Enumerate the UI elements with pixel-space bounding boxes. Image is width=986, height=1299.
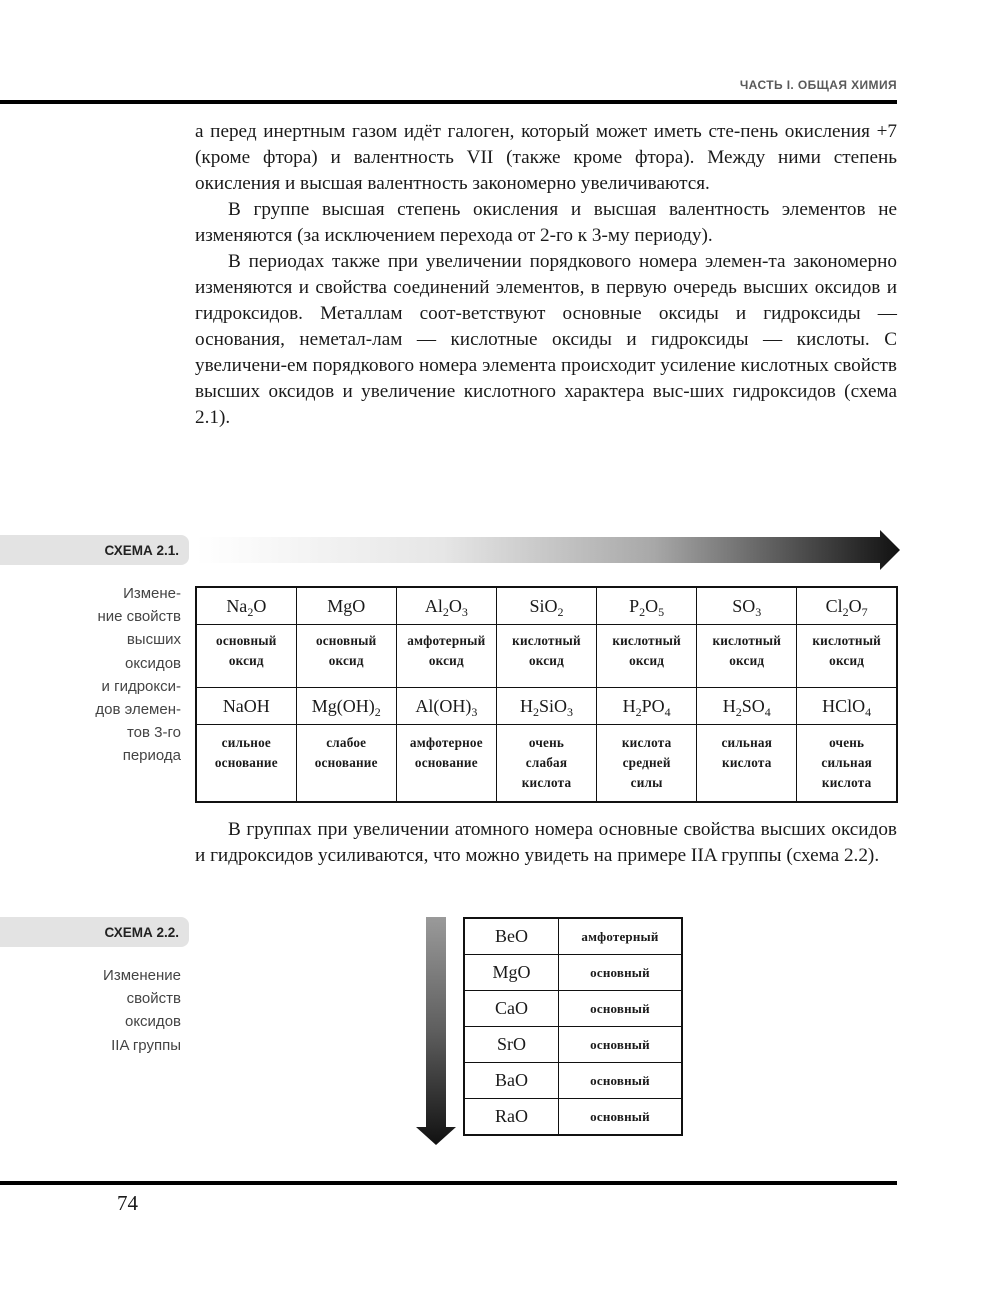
schema-2-1-badge (0, 535, 189, 565)
formula-text: MgO (327, 595, 366, 616)
formula-subscript: 2 (557, 604, 564, 619)
oxides-row (196, 587, 897, 625)
formula-text: H (722, 695, 736, 716)
formula-text: H (622, 695, 636, 716)
formula-subscript: 4 (865, 704, 872, 719)
table-row (464, 991, 682, 1027)
formula-cell (196, 688, 296, 725)
property-line: оксид (228, 653, 264, 668)
property-line: кислота (521, 775, 572, 790)
property-line: оксид (528, 653, 564, 668)
schema-2-2-badge (0, 917, 189, 947)
property-cell: амфотерный (559, 918, 683, 955)
property-line: сильная (721, 735, 773, 750)
property-line: основный (216, 633, 277, 648)
property-cell: основный (559, 1063, 683, 1099)
caption-line: IIA группы (111, 1036, 181, 1054)
oxide-cell: CaO (464, 991, 559, 1027)
formula-subscript: 3 (471, 704, 478, 719)
property-cell (196, 625, 296, 688)
formula-text: Mg(OH) (311, 695, 375, 716)
property-cell (296, 625, 396, 688)
formula-text: P (629, 595, 640, 616)
property-cell (797, 725, 897, 803)
formula-cell (296, 688, 396, 725)
caption-line: тов 3-го (126, 724, 181, 742)
formula-cell (597, 688, 697, 725)
formula-cell (697, 587, 797, 625)
property-line: средней (622, 755, 671, 770)
property-line: кислота (722, 755, 772, 770)
formula-cell (496, 587, 596, 625)
property-line: основание (214, 755, 278, 770)
formula-text: SO (732, 595, 756, 616)
formula-subscript: 3 (461, 604, 468, 619)
caption-line: свойств (126, 990, 181, 1008)
property-line: сильная (821, 755, 872, 770)
formula-cell (797, 688, 897, 725)
gradient-arrow-right-icon (196, 530, 900, 570)
formula-subscript: 2 (635, 704, 642, 719)
schema-2-1-caption (61, 582, 181, 768)
property-line: оксид (428, 653, 464, 668)
formula-subscript: 3 (755, 604, 762, 619)
formula-text: HClO (822, 695, 866, 716)
table-row (464, 1099, 682, 1136)
oxide-types-row (196, 625, 897, 688)
formula-text: SiO (538, 695, 567, 716)
property-line: очень (829, 735, 865, 750)
property-cell (196, 725, 296, 803)
property-cell (697, 725, 797, 803)
schema-2-2-label: СХЕМА 2.2. (104, 924, 179, 940)
header-rule (0, 100, 897, 104)
oxide-cell: SrO (464, 1027, 559, 1063)
formula-text: Na (226, 595, 248, 616)
paragraph: В группах при увеличении атомного номера основные свойства высших оксидов и гидроксидов усиливаются, что можно увидеть на примере IIA группы (схема 2.2). (195, 819, 897, 866)
property-cell (597, 625, 697, 688)
property-line: основание (314, 755, 378, 770)
oxide-cell: MgO (464, 955, 559, 991)
property-line: основание (414, 755, 478, 770)
property-cell: основный (559, 991, 683, 1027)
text-block-2 (195, 817, 897, 869)
formula-text: NaOH (222, 695, 270, 716)
property-cell (496, 625, 596, 688)
property-line: оксид (629, 653, 665, 668)
property-line: слабое (326, 735, 367, 750)
property-cell: основный (559, 1027, 683, 1063)
caption-line: высших (126, 631, 181, 649)
formula-cell (496, 688, 596, 725)
caption-line: Изменение (103, 967, 181, 984)
gradient-arrow-down-icon (416, 917, 456, 1145)
property-line: оксид (328, 653, 364, 668)
formula-cell (196, 587, 296, 625)
caption-line: Измене- (123, 585, 181, 602)
property-cell (797, 625, 897, 688)
formula-subscript: 2 (442, 604, 449, 619)
property-cell: основный (559, 1099, 683, 1136)
caption-line: периода (122, 747, 181, 765)
paragraph: В периодах также при увеличении порядкового номера элемен-та закономерно изменяются и свойства соединений элементов, в первую очередь высших оксидов и гидроксидов. Металлам соот-ветствуют основные оксиды и гидроксиды — основания, неметал-лам — кислотные оксиды и гидроксиды — кислоты. С увеличени-ем порядкового номера элемента происходит усиление кислотных свойств высших оксидов и увеличение кислотного характера выс-ших гидроксидов (схема 2.1). (195, 251, 897, 428)
formula-text: Al (424, 595, 443, 616)
property-line: основный (315, 633, 377, 648)
formula-subscript: 3 (567, 704, 573, 719)
formula-subscript: 2 (374, 704, 381, 719)
formula-text: PO (641, 695, 665, 716)
formula-text: O (848, 595, 862, 616)
formula-subscript: 2 (247, 604, 254, 619)
formula-cell (396, 587, 496, 625)
property-cell (296, 725, 396, 803)
property-line: кислотный (512, 633, 581, 648)
oxide-cell: RaO (464, 1099, 559, 1136)
property-line: слабая (525, 755, 568, 770)
formula-cell (396, 688, 496, 725)
property-line: кислотный (612, 633, 681, 648)
running-header-title: ЧАСТЬ I. ОБЩАЯ ХИМИЯ (739, 78, 897, 92)
formula-subscript: 7 (861, 604, 868, 619)
caption-line: и гидрокси- (101, 677, 181, 695)
property-line: амфотерный (407, 633, 486, 648)
formula-subscript: 2 (842, 604, 849, 619)
hydroxide-types-row (196, 725, 897, 803)
oxide-cell: BaO (464, 1063, 559, 1099)
property-line: очень (528, 735, 565, 750)
formula-text: Cl (825, 595, 843, 616)
oxide-cell: BeO (464, 918, 559, 955)
property-line: сильное (221, 735, 271, 750)
formula-text: Al(OH) (415, 695, 472, 716)
formula-text: SO (741, 695, 765, 716)
formula-subscript: 5 (658, 604, 665, 619)
caption-line: ние свойств (97, 608, 181, 626)
property-cell (396, 625, 496, 688)
property-line: кислота (621, 735, 672, 750)
formula-text: H (519, 695, 533, 716)
property-line: оксид (729, 653, 765, 668)
formula-text: O (253, 595, 267, 616)
formula-subscript: 4 (764, 704, 771, 719)
hydroxides-row (196, 688, 897, 725)
property-line: кислота (821, 775, 872, 790)
property-cell (396, 725, 496, 803)
formula-cell (597, 587, 697, 625)
table-row (464, 1027, 682, 1063)
paragraph: В группе высшая степень окисления и высшая валентность элементов не изменяются (за исключением перехода от 2-го к 3-му периоду). (195, 199, 897, 246)
formula-text: O (448, 595, 462, 616)
property-cell (597, 725, 697, 803)
property-cell (697, 625, 797, 688)
table-row (464, 918, 682, 955)
schema-2-1-table (195, 586, 898, 803)
schema-2-2-caption (61, 964, 181, 1057)
formula-subscript: 2 (639, 604, 646, 619)
property-line: оксид (829, 653, 865, 668)
formula-cell (697, 688, 797, 725)
formula-subscript: 2 (532, 704, 539, 719)
paragraph: а перед инертным газом идёт галоген, который может иметь сте-пень окисления +7 (кроме фтора) и валентность VII (также кроме фтора). Между ними степень окисления и высшая валентность закономерно увеличиваются. (195, 121, 897, 194)
property-cell (496, 725, 596, 803)
formula-cell (797, 587, 897, 625)
caption-line: оксидов (124, 654, 181, 672)
property-cell: основный (559, 955, 683, 991)
formula-subscript: 2 (735, 704, 742, 719)
formula-text: O (645, 595, 659, 616)
formula-text: SiO (529, 595, 558, 616)
property-line: силы (630, 775, 663, 790)
schema-2-1-label: СХЕМА 2.1. (104, 542, 179, 558)
table-row (464, 1063, 682, 1099)
caption-line: дов элемен- (95, 701, 181, 719)
property-line: амфотерное (409, 735, 483, 750)
footer-rule (0, 1181, 897, 1185)
property-line: кислотный (812, 633, 881, 648)
schema-2-2-table (463, 917, 683, 1136)
formula-subscript: 4 (664, 704, 671, 719)
formula-cell (296, 587, 396, 625)
property-line: кислотный (712, 633, 782, 648)
caption-line: оксидов (124, 1013, 181, 1031)
table-row (464, 955, 682, 991)
page-number: 74 (117, 1191, 138, 1215)
text-block-1 (195, 119, 897, 431)
